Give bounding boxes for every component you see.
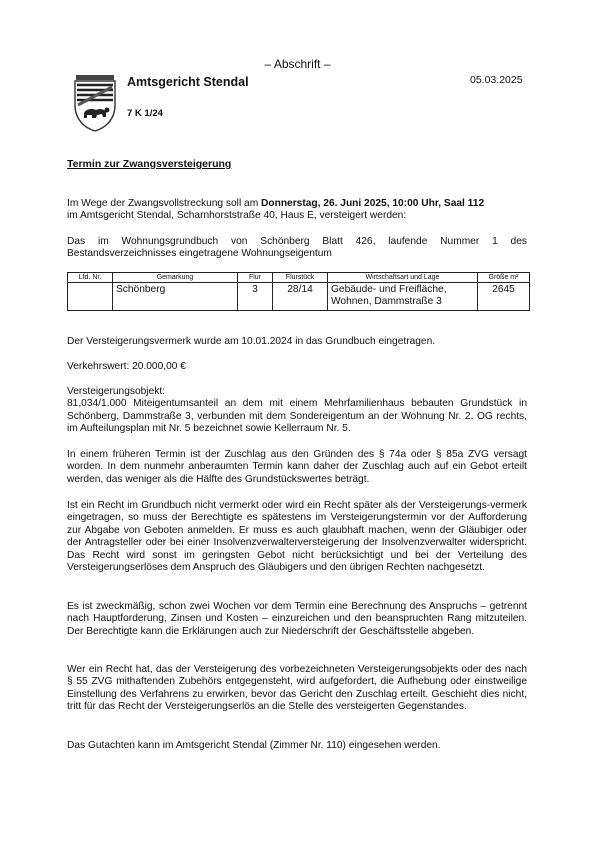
property-intro: Das im Wohnungsgrundbuch von Schönberg Blatt 426, laufende Nummer 1 des Bestandsverzeichnisses eingetragene Wohnungseigentum [67, 236, 527, 260]
cell-flur: 3 [238, 283, 273, 311]
column-header: Flurstück [273, 273, 328, 283]
objekt-paragraph [67, 386, 527, 436]
cell-gemarkung: Schönberg [113, 283, 238, 311]
appointment-date: Donnerstag, 26. Juni 2025, 10:00 Uhr, Saal 112 [261, 198, 485, 209]
column-header: Wirtschaftsart und Lage [328, 273, 478, 283]
cell-nr [68, 283, 113, 311]
intro-paragraph [67, 198, 527, 223]
column-header: Größe m² [478, 273, 530, 283]
column-header: Gemarkung [113, 273, 238, 283]
objekt-text: 81,034/1.000 Miteigentumsanteil an dem mit einem Mehrfamilienhaus bebauten Grundstück in Schönberg, Dammstraße 3, verbunden mit dem Sondereigentum an der Wohnung Nr. 2. OG rechts, im Aufteilungsplan mit Nr. 5 bezeichnet sowie Kellerraum Nr. 5. [67, 398, 527, 435]
paragraph: Es ist zweckmäßig, schon zwei Wochen vor dem Termin eine Berechnung des Anspruchs – getrennt nach Hauptforderung, Zinsen und Kosten – einzureichen und den beanspruchten Rang mitzuteilen. Der Berechtigte kann die Erklärungen auch zur Niederschrift der Geschäftsstelle abgeben. [67, 601, 527, 637]
lage-line: Wohnen, Dammstraße 3 [331, 296, 442, 308]
column-header: Flur [238, 273, 273, 283]
court-name: Amtsgericht Stendal [127, 75, 249, 89]
paragraph: Wer ein Recht hat, das der Versteigerung des vorbezeichneten Versteigerungsobjekts oder des nach § 55 ZVG mithaftenden Zubehörs entgegensteht, wird aufgefordert, die Aufhebung oder einstweilige Einstellung des Verfahrens zu erwirken, bevor das Gericht den Zuschlag erteilt. Geschieht dies nicht, tritt für das Recht der Versteigerungserlös an die Stelle des versteigerten Gegenstandes. [67, 664, 527, 713]
coat-of-arms-icon [70, 75, 120, 133]
objekt-label: Versteigerungsobjekt: [67, 386, 165, 397]
document-date: 05.03.2025 [470, 74, 523, 86]
table-header-row [68, 273, 530, 283]
cell-lage [328, 283, 478, 311]
lage-line: Gebäude- und Freifläche, [331, 284, 447, 295]
document-heading: Termin zur Zwangsversteigerung [67, 158, 232, 170]
cell-flurstueck: 28/14 [273, 283, 328, 311]
paragraph: Das Gutachten kann im Amtsgericht Stendal (Zimmer Nr. 110) eingesehen werden. [67, 740, 441, 751]
column-header: Lfd. Nr. [68, 273, 113, 283]
copy-mark: – Abschrift – [264, 57, 331, 71]
cell-groesse: 2645 [478, 283, 530, 311]
case-number: 7 K 1/24 [127, 108, 163, 119]
intro-rest: im Amtsgericht Stendal, Scharnhorststraße 40, Haus E, versteigert werden: [67, 210, 407, 222]
land-register-table [67, 272, 530, 311]
verkehrswert: Verkehrswert: 20.000,00 € [67, 361, 186, 372]
intro-lead: Im Wege der Zwangsvollstreckung soll am [67, 198, 262, 209]
paragraph: In einem früheren Termin ist der Zuschlag aus den Gründen des § 74a oder § 85a ZVG versagt worden. In dem nunmehr anberaumten Termin kann daher der Zuschlag auch auf ein Gebot erteilt werden, das weniger als die Hälfte des Grundstückswertes beträgt. [67, 449, 527, 485]
paragraph: Ist ein Recht im Grundbuch nicht vermerkt oder wird ein Recht später als der Versteigerungs-vermerk eingetragen, so muss der Berechtigte es spätestens im Versteigerungstermin vor der Aufforderung zur Abgabe von Geboten anmelden. Er muss es auch glaubhaft machen, wenn der Gläubiger oder der Antragsteller oder bei einer Insolvenzverwalterversteigerung der Insolvenzverwalter widerspricht. Das Recht wird sonst im geringsten Gebot nicht berücksichtigt und bei der Verteilung des Versteigerungserlöses dem Anspruch des Gläubigers und den übrigen Rechten nachgesetzt. [67, 500, 527, 574]
vermerk-paragraph: Der Versteigerungsvermerk wurde am 10.01.2024 in das Grundbuch eingetragen. [67, 336, 436, 347]
table-row [68, 283, 530, 311]
